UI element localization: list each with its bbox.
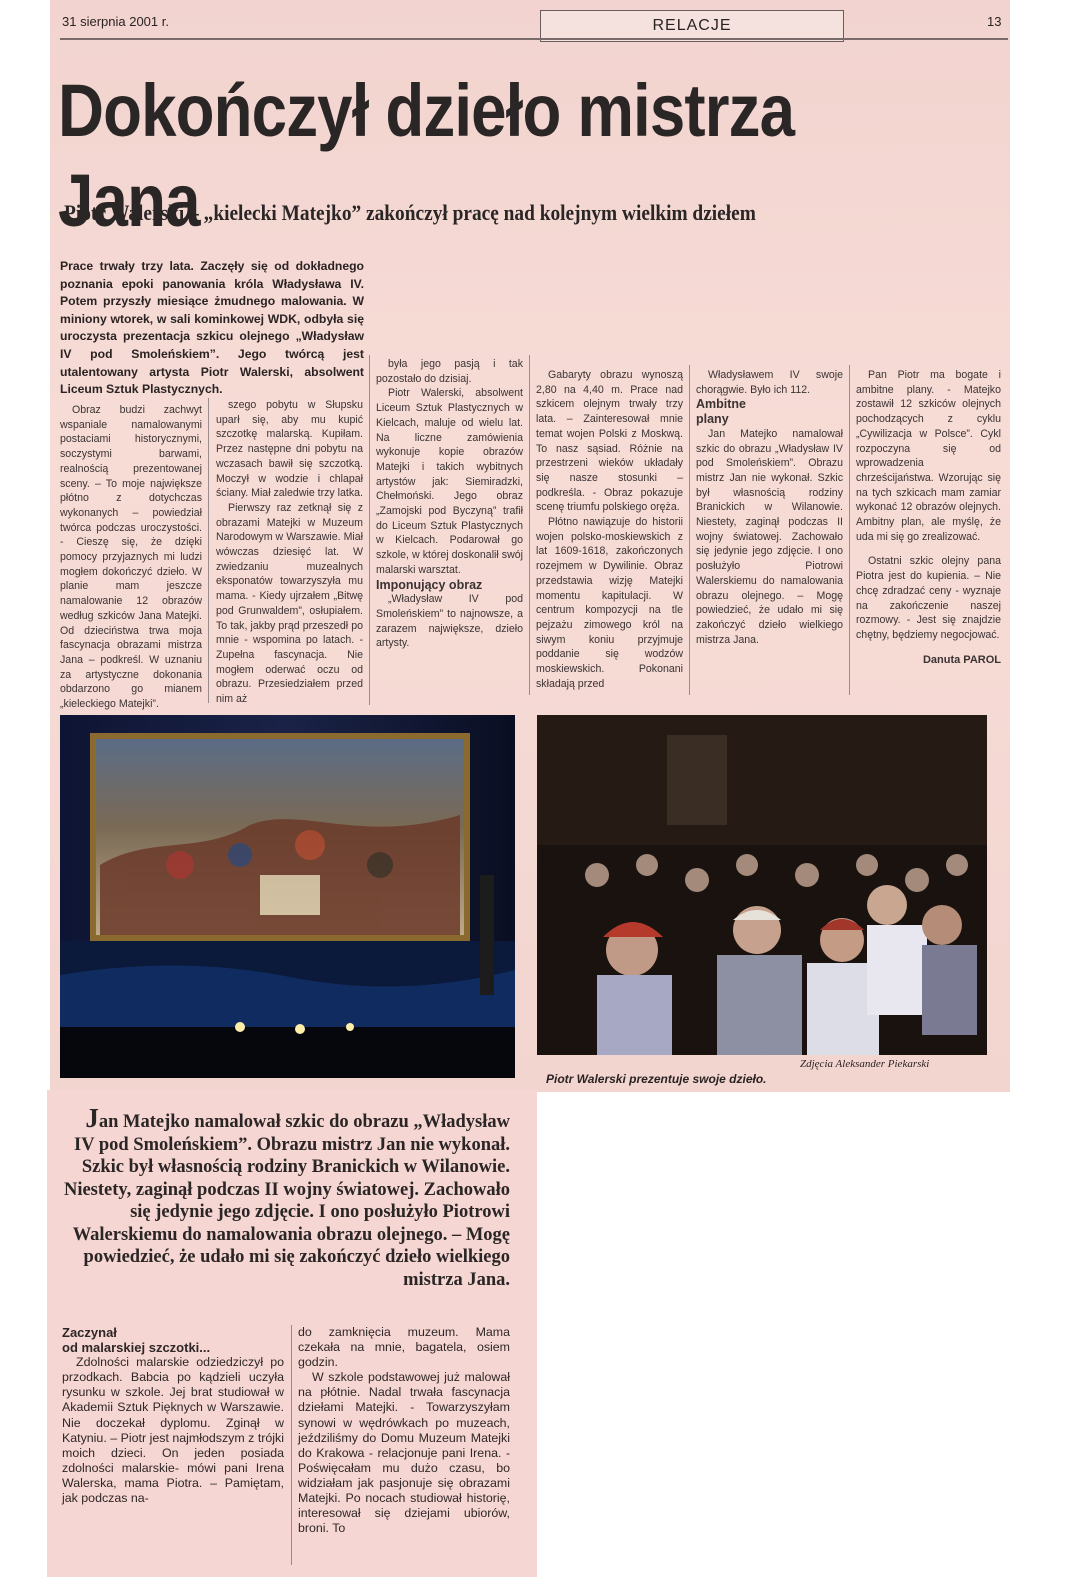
paragraph: Pan Piotr ma bogate i ambitne plany. - Matejko zostawił 12 szkiców olejnych pochodzących z cyklu „Cywilizacja w Polsce”. Cykl rozpoczyna się od wprowadzenia chrześcijaństwa. Wzorując się na tych szkicach mam zamiar wykonać 12 obrazów olejnych. Ambitny plan, ale myślę, że uda mi się go zrealizować. [856, 369, 1001, 543]
section-label: RELACJE [540, 10, 844, 42]
article-column-3 [376, 357, 523, 651]
issue-date: 31 sierpnia 2001 r. [62, 14, 169, 29]
sidebar-subheading: Zaczynał [62, 1325, 117, 1340]
paragraph: szego pobytu w Słupsku uparł się, aby mu kupić szczotkę malarską. Kupiłam. Przez następne dni pobytu na wczasach bawił się szczotką. Moczył w wodzie i chlapał ściany. Miał zaledwie trzy latka. [216, 399, 363, 500]
column-divider [849, 365, 850, 695]
photo-credit: Zdjęcia Aleksander Piekarski [800, 1058, 930, 1070]
paragraph: Pierwszy raz zetknął się z obrazami Matejki w Muzeum Narodowym w Warszawie. Miał wówczas dziesięć lat. W zwiedzaniu muzealnych eksponatów towarzyszyła mu mama. - Kiedy ujrzałem „Bitwę pod Grunwaldem”, osłupiałem. To tak, jakby prąd przeszedł po mnie - wspomina po latach. - Zupełna fascynacja. Nie mogłem oderwać oczu od obrazu. Przesiedziałem przed nim aż [216, 501, 363, 706]
paragraph: W szkole podstawowej już malował na płótnie. Nadal trwała fascynacja dziełami Matejki. - Towarzyszyłam synowi w wędrówkach po muzeach, jeździliśmy do Domu Muzeum Matejki do Krakowa - relacjonuje pani Irena. - Poświęcałam mu dużo czasu, bo widziałam jak pasjonuje się obrazami Matejki. Po nocach studiował historię, interesował się dziejami ubiorów, broni. To [298, 1370, 510, 1536]
paragraph: do zamknięcia muzeum. Mama czekała na mnie, bagatela, osiem godzin. [298, 1325, 510, 1370]
column-divider [208, 398, 209, 703]
article-column-2 [216, 398, 363, 707]
article-column-6 [856, 368, 1001, 667]
article-column-4 [536, 368, 683, 691]
paragraph: Obraz budzi zachwyt wspaniale namalowanymi postaciami historycznymi, soczystymi barwami, realnością prezentowanej sceny. – To moje największe płótno z dotychczas wykonanych – powiedział twórca podczas uroczystości. - Cieszę się, że dzięki pomocy przyjaznych mi ludzi mogłem dokończyć dzieło. W planie mam jeszcze namalowanie 12 obrazów według szkiców Jana Matejki. Od dzieciństwa trwa moja fascynacja obrazami mistrza Jana – podkreśl. W uznaniu za artystyczne dokonania obdarzono go mianem „kieleckiego Matejki”. [60, 404, 202, 711]
photo-audience [537, 715, 987, 1055]
paragraph: była jego pasją i tak pozostało do dzisiaj. [376, 358, 523, 385]
article-column-5 [696, 368, 843, 647]
paragraph: Gabaryty obrazu wynoszą 2,80 na 4,40 m. Prace nad szkicem olejnym trwały trzy lata. – Zainteresował mnie temat wojen Polski z Moskwą. To nasz sąsiad. Różnie na przestrzeni wieków układały się nasze stosunki – podkreśla. - Obraz pokazuje scenę triumfu polskiego oręża. [536, 369, 683, 514]
column-divider [291, 1325, 292, 1565]
article-column-1 [60, 403, 202, 712]
article-subheadline: Piotr Walerski – „kielecki Matejko” zakończył pracę nad kolejnym wielkim dziełem [64, 200, 756, 225]
audience-illustration [537, 715, 987, 1055]
photo-caption: Piotr Walerski prezentuje swoje dzieło. [546, 1072, 767, 1086]
column-subheading: Ambitne [696, 397, 746, 412]
paragraph: Władysławem IV swoje chorągwie. Było ich 112. [696, 369, 843, 396]
column-divider [689, 365, 690, 695]
pull-quote [62, 1103, 510, 1291]
paragraph: Płótno nawiązuje do historii wojen polsko-moskiewskich z lat 1609-1618, zakończonych rozejmem w Dywilinie. Obraz przedstawia wizję Matejki momentu kapitulacji. W centrum kompozycji na tle pejzażu zimowego król na siwym koniu przyjmuje poddanie się wodzów moskiewskich. Pokonani składają przed [536, 516, 683, 690]
drop-cap: J [85, 1103, 99, 1133]
article-headline: Dokończył dzieło mistrza Jana [58, 69, 795, 242]
author-signature: Danuta PAROL [922, 653, 1001, 666]
sidebar-subheading: od malarskiej szczotki... [62, 1340, 211, 1356]
sidebar-column-2 [298, 1325, 510, 1536]
photo-painting-on-stage [60, 715, 515, 1078]
paragraph: Piotr Walerski, absolwent Liceum Sztuk Plastycznych w Kielcach, maluje od wielu lat. Na liczne zamówienia wykonuje kopie obrazów Matejki i takich wybitnych artystów jak: Siemiradzki, Chełmoński. Jego obraz „Zamojski pod Byczyną” trafił do Liceum Sztuk Plastycznych w Kielcach. Podarował go szkole, w której doskonalił swój malarski warsztat. [376, 387, 523, 576]
paragraph: Ostatni szkic olejny pana Piotra jest do kupienia. – Nie chcę zdradzać ceny - wyznaje na zakończenie naszej rozmowy. - Jest się znajdzie chętny, będziemy negocjować. [856, 555, 1001, 641]
header-divider [60, 38, 1008, 40]
column-subheading: plany [696, 412, 729, 427]
column-subheading: Imponujący obraz [376, 577, 483, 592]
column-divider [529, 355, 530, 695]
sidebar-column-1 [62, 1325, 284, 1506]
paragraph: Zdolności malarskie odziedziczył po przodkach. Babcia po kądzieli uczyła rysunku w szkole. Jej brat studiował w Akademii Sztuk Pięknych w Warszawie. Nie doczekał dyplomu. Zginął w Katyniu. – Piotr jest najmłodszym z trójki moich dzieci. On jeden posiada zdolności malarskie- mówi pani Irena Walerska, mama Piotra. – Pamiętam, jak podczas na- [62, 1355, 284, 1506]
pull-quote-text: an Matejko namalował szkic do obrazu „Władysław IV pod Smoleńskiem”. Obrazu mistrz Jan nie wykonał. Szkic był własnością rodziny Branickich w Wilanowie. Niestety, zaginął podczas II wojny światowej. Zachowało się jedynie jego zdjęcie. I ono posłużyło Piotrowi Walerskiemu do namalowania obrazu olejnego. – Mogę powiedzieć, że udało mi się zakończyć dzieło wielkiego mistrza Jana. [63, 1112, 510, 1290]
page-number: 13 [987, 14, 1002, 29]
column-divider [369, 355, 370, 705]
paragraph: „Władysław IV pod Smoleńskiem” to najnowsze, a zarazem największe, dzieło artysty. [376, 593, 523, 650]
painting-stage-illustration [60, 715, 515, 1078]
paragraph: Jan Matejko namalował szkic do obrazu „Władysław IV pod Smoleńskiem”. Obrazu mistrz Jan nie wykonał. Szkic był własnością rodziny Branickich w Wilanowie. Niestety, zaginął podczas II wojny światowej. Zachowało się jedynie jego zdjęcie. I ono posłużyło Piotrowi Walerskiemu do namalowania obrazu olejnego. – Mogę powiedzieć, że udało mi się zakończyć dzieło wielkiego mistrza Jana. [696, 427, 843, 646]
article-lead: Prace trwały trzy lata. Zaczęły się od dokładnego poznania epoki panowania króla Władysława IV. Potem przyszły miesiące żmudnego malowania. W miniony wtorek, w sali kominkowej WDK, odbyła się uroczysta prezentacja szkicu olejnego „Władysław IV pod Smoleńskiem”. Jego twórcą jest utalentowany artysta Piotr Walerski, absolwent Liceum Sztuk Plastycznych. [60, 259, 364, 397]
